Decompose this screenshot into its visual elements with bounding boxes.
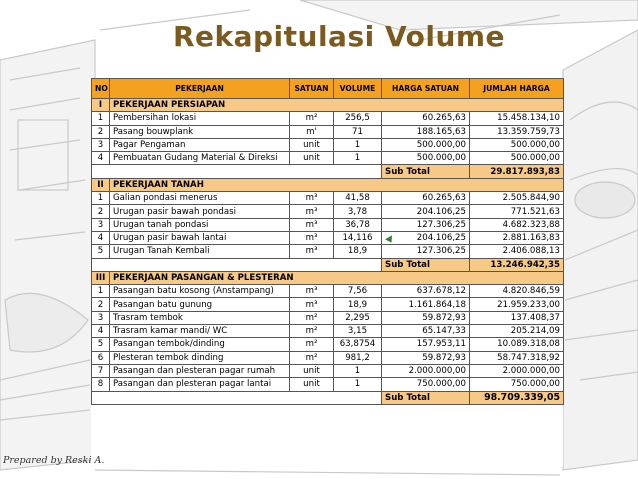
unit-cell: m² (290, 311, 334, 324)
section-header-row (92, 178, 564, 191)
unit-cell: unit (290, 152, 334, 165)
unit-cell: m³ (290, 192, 334, 205)
table-row (92, 192, 564, 205)
total-price-cell: 2.505.844,90 (470, 192, 564, 205)
table-body (92, 99, 564, 405)
subtotal-row (92, 258, 564, 271)
subtotal-label: Sub Total (382, 165, 470, 178)
section-header-row (92, 271, 564, 284)
total-price-cell: 500.000,00 (470, 152, 564, 165)
row-number: 3 (92, 218, 110, 231)
work-item-name: Pasangan dan plesteran pagar rumah (110, 364, 290, 377)
section-name: PEKERJAAN PERSIAPAN (110, 99, 564, 112)
volume-cell: 18,9 (334, 298, 382, 311)
table-row (92, 125, 564, 138)
unit-cell: m³ (290, 205, 334, 218)
unit-cell: m³ (290, 231, 334, 244)
total-price-cell: 205.214,09 (470, 325, 564, 338)
unit-cell: unit (290, 364, 334, 377)
header-harga-satuan: HARGA SATUAN (382, 79, 470, 99)
unit-price-cell: 60.265,63 (382, 192, 470, 205)
table-row (92, 231, 564, 244)
unit-cell: m² (290, 325, 334, 338)
work-item-name: Urugan Tanah Kembali (110, 245, 290, 258)
section-number: III (92, 271, 110, 284)
table-row (92, 364, 564, 377)
volume-cell: 256,5 (334, 112, 382, 125)
subtotal-label: Sub Total (382, 258, 470, 271)
volume-cell: 1 (334, 152, 382, 165)
total-price-cell: 4.682.323,88 (470, 218, 564, 231)
subtotal-row (92, 391, 564, 404)
unit-price-cell: 127.306,25 (382, 245, 470, 258)
subtotal-spacer (92, 391, 382, 404)
total-price-cell: 771.521,63 (470, 205, 564, 218)
table-row (92, 298, 564, 311)
total-price-cell: 500.000,00 (470, 138, 564, 151)
unit-cell: m³ (290, 218, 334, 231)
footer-credit: Prepared by Reski A. (3, 455, 105, 466)
unit-cell: m' (290, 125, 334, 138)
volume-cell: 63,8754 (334, 338, 382, 351)
section-number: II (92, 178, 110, 191)
total-price-cell: 137.408,37 (470, 311, 564, 324)
volume-cell: 36,78 (334, 218, 382, 231)
row-number: 6 (92, 351, 110, 364)
table-row (92, 138, 564, 151)
work-item-name: Pagar Pengaman (110, 138, 290, 151)
total-price-cell: 2.406.088,13 (470, 245, 564, 258)
volume-recap-sheet (91, 78, 563, 467)
unit-cell: m³ (290, 298, 334, 311)
unit-price-cell: 59.872,93 (382, 351, 470, 364)
work-item-name: Urugan tanah pondasi (110, 218, 290, 231)
work-item-name: Urugan pasir bawah pondasi (110, 205, 290, 218)
unit-price-cell: 500.000,00 (382, 152, 470, 165)
header-pekerjaan: PEKERJAAN (110, 79, 290, 99)
total-price-cell: 4.820.846,59 (470, 285, 564, 298)
work-item-name: Pasangan batu gunung (110, 298, 290, 311)
row-number: 1 (92, 112, 110, 125)
header-volume: VOLUME (334, 79, 382, 99)
volume-cell: 3,78 (334, 205, 382, 218)
work-item-name: Pembuatan Gudang Material & Direksi (110, 152, 290, 165)
page-title: Rekapitulasi Volume (172, 20, 506, 53)
volume-cell: 41,58 (334, 192, 382, 205)
subtotal-value: 29.817.893,83 (470, 165, 564, 178)
unit-price-cell: 65.147,33 (382, 325, 470, 338)
volume-cell: 1 (334, 364, 382, 377)
table-row (92, 338, 564, 351)
unit-price-cell: 750.000,00 (382, 378, 470, 391)
row-number: 1 (92, 285, 110, 298)
section-header-row (92, 99, 564, 112)
volume-cell: 1 (334, 378, 382, 391)
work-item-name: Pasangan dan plesteran pagar lantai (110, 378, 290, 391)
section-name: PEKERJAAN TANAH (110, 178, 564, 191)
work-item-name: Galian pondasi menerus (110, 192, 290, 205)
work-item-name: Pasang bouwplank (110, 125, 290, 138)
total-price-cell: 13.359.759,73 (470, 125, 564, 138)
unit-price-cell: 2.000.000,00 (382, 364, 470, 377)
table-row (92, 311, 564, 324)
total-price-cell: 10.089.318,08 (470, 338, 564, 351)
header-no: NO (92, 79, 110, 99)
row-number: 1 (92, 192, 110, 205)
unit-price-cell: 60.265,63 (382, 112, 470, 125)
work-item-name: Plesteran tembok dinding (110, 351, 290, 364)
row-number: 5 (92, 338, 110, 351)
volume-cell: 71 (334, 125, 382, 138)
row-number: 2 (92, 205, 110, 218)
work-item-name: Trasram tembok (110, 311, 290, 324)
total-price-cell: 21.959.233,00 (470, 298, 564, 311)
unit-price-cell: 1.161.864,18 (382, 298, 470, 311)
row-number: 4 (92, 325, 110, 338)
volume-cell: 18,9 (334, 245, 382, 258)
table-row (92, 112, 564, 125)
unit-price-cell: 500.000,00 (382, 138, 470, 151)
row-number: 7 (92, 364, 110, 377)
unit-cell: m³ (290, 245, 334, 258)
row-number: 5 (92, 245, 110, 258)
total-price-cell: 750.000,00 (470, 378, 564, 391)
subtotal-spacer (92, 258, 382, 271)
total-price-cell: 58.747.318,92 (470, 351, 564, 364)
unit-cell: m³ (290, 285, 334, 298)
total-price-cell: 15.458.134,10 (470, 112, 564, 125)
table-row (92, 285, 564, 298)
volume-cell: 14,116 (334, 231, 382, 244)
subtotal-value: 13.246.942,35 (470, 258, 564, 271)
table-row (92, 378, 564, 391)
subtotal-row (92, 165, 564, 178)
row-number: 3 (92, 311, 110, 324)
unit-price-cell: 204.106,25 (382, 231, 470, 244)
table-row (92, 152, 564, 165)
row-number: 4 (92, 152, 110, 165)
total-price-cell: 2.881.163,83 (470, 231, 564, 244)
volume-recap-table (91, 78, 564, 405)
work-item-name: Pasangan batu kosong (Anstampang) (110, 285, 290, 298)
unit-cell: m² (290, 338, 334, 351)
unit-price-cell: 127.306,25 (382, 218, 470, 231)
header-jumlah-harga: JUMLAH HARGA (470, 79, 564, 99)
unit-price-cell: 157.953,11 (382, 338, 470, 351)
total-price-cell: 2.000.000,00 (470, 364, 564, 377)
volume-cell: 3,15 (334, 325, 382, 338)
subtotal-spacer (92, 165, 382, 178)
work-item-name: Urugan pasir bawah lantai (110, 231, 290, 244)
volume-cell: 7,56 (334, 285, 382, 298)
work-item-name: Pembersihan lokasi (110, 112, 290, 125)
volume-cell: 1 (334, 138, 382, 151)
unit-price-cell: 188.165,63 (382, 125, 470, 138)
unit-price-cell: 637.678,12 (382, 285, 470, 298)
unit-cell: m² (290, 351, 334, 364)
row-number: 8 (92, 378, 110, 391)
table-row (92, 245, 564, 258)
subtotal-label: Sub Total (382, 391, 470, 404)
section-name: PEKERJAAN PASANGAN & PLESTERAN (110, 271, 564, 284)
unit-cell: m² (290, 112, 334, 125)
row-number: 4 (92, 231, 110, 244)
table-header-row (92, 79, 564, 99)
row-number: 2 (92, 298, 110, 311)
unit-price-cell: 59.872,93 (382, 311, 470, 324)
work-item-name: Pasangan tembok/dinding (110, 338, 290, 351)
work-item-name: Trasram kamar mandi/ WC (110, 325, 290, 338)
volume-cell: 2,295 (334, 311, 382, 324)
unit-price-cell: 204.106,25 (382, 205, 470, 218)
unit-cell: unit (290, 378, 334, 391)
unit-cell: unit (290, 138, 334, 151)
table-row (92, 325, 564, 338)
row-number: 2 (92, 125, 110, 138)
subtotal-value: 98.709.339,05 (470, 391, 564, 404)
volume-cell: 981,2 (334, 351, 382, 364)
section-number: I (92, 99, 110, 112)
table-row (92, 205, 564, 218)
header-satuan: SATUAN (290, 79, 334, 99)
table-row (92, 218, 564, 231)
row-number: 3 (92, 138, 110, 151)
table-row (92, 351, 564, 364)
